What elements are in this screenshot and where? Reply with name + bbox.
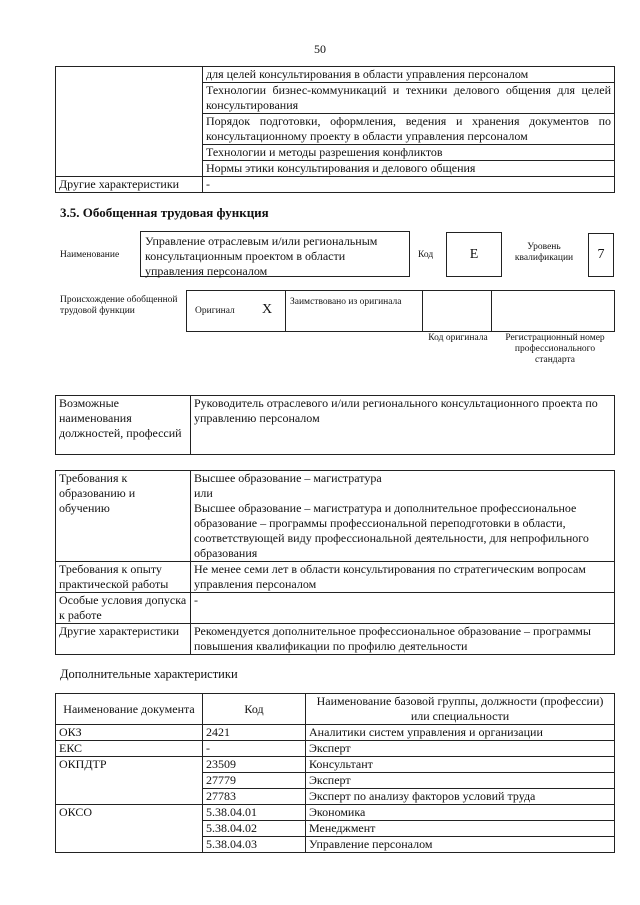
level-value: 7 bbox=[597, 247, 605, 262]
code-cell: 23509 bbox=[203, 757, 306, 773]
education-line: Высшее образование – магистратура bbox=[194, 471, 382, 485]
original-code-caption: Код оригинала bbox=[428, 333, 488, 343]
other-characteristics-label: Другие характеристики bbox=[56, 177, 203, 193]
doc-cell: ОКЗ bbox=[56, 725, 203, 741]
education-value bbox=[191, 471, 615, 562]
admission-label: Особые условия допуска к работе bbox=[56, 593, 191, 624]
original-mark: X bbox=[262, 302, 273, 317]
code-cell: 27783 bbox=[203, 789, 306, 805]
other-label: Другие характеристики bbox=[56, 624, 191, 655]
experience-label: Требования к опыту практической работы bbox=[56, 562, 191, 593]
code-cell: 5.38.04.02 bbox=[203, 821, 306, 837]
code-box bbox=[446, 232, 502, 277]
name-label: Наименование bbox=[60, 250, 120, 260]
doc-cell: ЕКС bbox=[56, 741, 203, 757]
page-number: 50 bbox=[314, 42, 326, 56]
code-cell: 5.38.04.01 bbox=[203, 805, 306, 821]
function-name-box bbox=[140, 231, 410, 277]
section-title: 3.5. Обобщенная трудовая функция bbox=[60, 205, 269, 220]
other-characteristics-value: - bbox=[203, 177, 615, 193]
borrowed-label: Заимствовано из оригинала bbox=[290, 297, 402, 307]
registration-number-box bbox=[491, 290, 615, 332]
doc-cell: ОКПДТР bbox=[56, 757, 203, 805]
name-cell: Менеджмент bbox=[306, 821, 615, 837]
knowledge-row: Порядок подготовки, оформления, ведения и хранения документов по консультационному проекту в области управления персоналом bbox=[203, 114, 615, 145]
additional-table bbox=[55, 693, 615, 853]
code-value: E bbox=[469, 247, 479, 262]
knowledge-table bbox=[55, 66, 615, 193]
positions-label: Возможные наименования должностей, профессий bbox=[56, 396, 191, 455]
level-box bbox=[588, 233, 614, 277]
code-cell: 27779 bbox=[203, 773, 306, 789]
code-cell: - bbox=[203, 741, 306, 757]
name-cell: Эксперт bbox=[306, 741, 615, 757]
knowledge-row: Технологии и методы разрешения конфликтов bbox=[203, 145, 615, 161]
positions-table bbox=[55, 395, 615, 455]
name-cell: Аналитики систем управления и организации bbox=[306, 725, 615, 741]
name-cell: Эксперт по анализу факторов условий труда bbox=[306, 789, 615, 805]
code-label: Код bbox=[418, 250, 434, 260]
function-name: Управление отраслевым и/или региональным консультационным проектом в области управления персоналом bbox=[145, 234, 378, 278]
name-cell: Консультант bbox=[306, 757, 615, 773]
registration-number-caption: Регистрационный номер профессионального стандарта bbox=[505, 333, 605, 365]
code-cell: 5.38.04.03 bbox=[203, 837, 306, 853]
original-box bbox=[186, 290, 286, 332]
borrowed-box bbox=[285, 290, 423, 332]
original-label: Оригинал bbox=[195, 306, 235, 316]
requirements-table bbox=[55, 470, 615, 655]
code-cell: 2421 bbox=[203, 725, 306, 741]
name-cell: Управление персоналом bbox=[306, 837, 615, 853]
knowledge-row: Нормы этики консультирования и делового общения bbox=[203, 161, 615, 177]
education-line: Высшее образование – магистратура и дополнительное профессиональное образование – программы профессиональной переподготовки в области, соответствующей виду профессиональной деятельности, для непрофильного образования bbox=[194, 501, 589, 560]
education-line: или bbox=[194, 486, 213, 500]
origin-label: Происхождение обобщенной трудовой функции bbox=[60, 295, 178, 316]
name-cell: Эксперт bbox=[306, 773, 615, 789]
admission-value: - bbox=[191, 593, 615, 624]
original-code-box bbox=[422, 290, 492, 332]
knowledge-label-cell bbox=[56, 67, 203, 177]
experience-value: Не менее семи лет в области консультирования по стратегическим вопросам управления персоналом bbox=[191, 562, 615, 593]
name-cell: Экономика bbox=[306, 805, 615, 821]
positions-value: Руководитель отраслевого и/или регионального консультационного проекта по управлению персоналом bbox=[191, 396, 615, 455]
header-code: Код bbox=[203, 694, 306, 725]
knowledge-row: Технологии бизнес-коммуникаций и техники делового общения для целей консультирования bbox=[203, 83, 615, 114]
additional-title: Дополнительные характеристики bbox=[60, 667, 238, 681]
knowledge-row: для целей консультирования в области управления персоналом bbox=[203, 67, 615, 83]
level-label: Уровень квалификации bbox=[514, 242, 574, 263]
header-doc: Наименование документа bbox=[56, 694, 203, 725]
other-value: Рекомендуется дополнительное профессиональное образование – программы повышения квалификации по профилю деятельности bbox=[191, 624, 615, 655]
doc-cell: ОКСО bbox=[56, 805, 203, 853]
education-label: Требования к образованию и обучению bbox=[56, 471, 191, 562]
header-name: Наименование базовой группы, должности (профессии) или специальности bbox=[306, 694, 615, 725]
